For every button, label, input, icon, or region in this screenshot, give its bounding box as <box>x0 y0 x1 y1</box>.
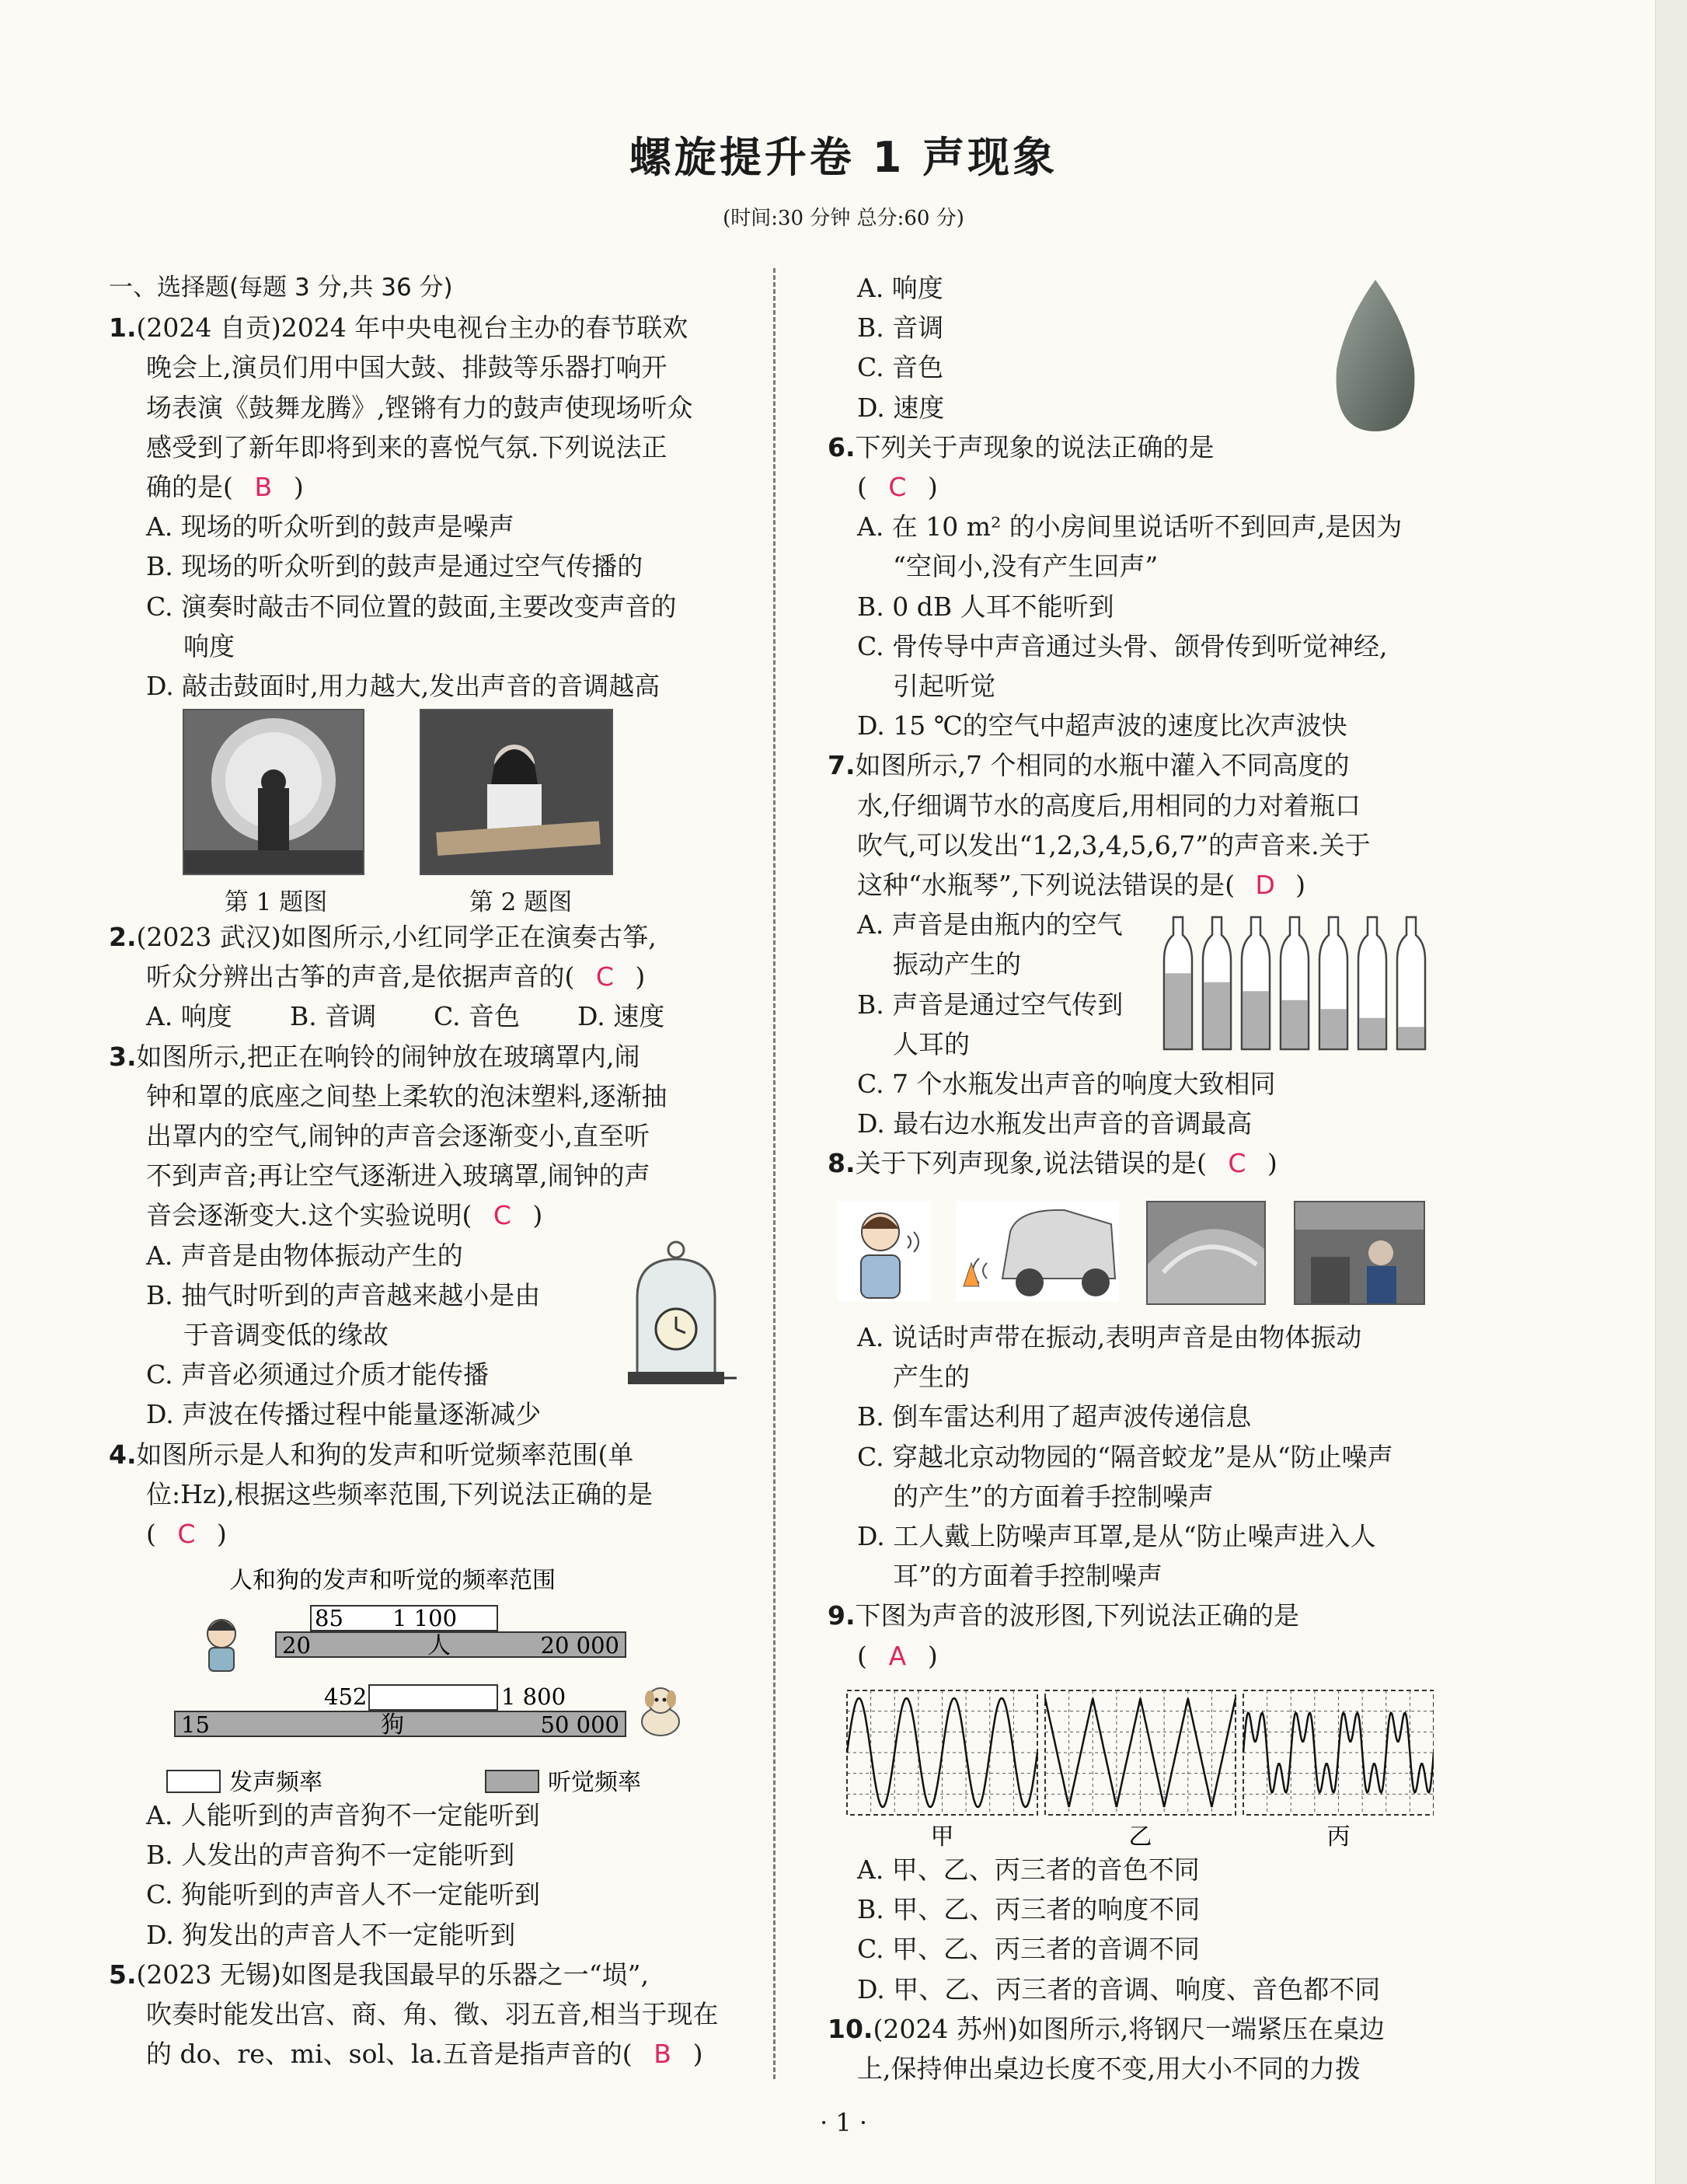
human-label: 人 <box>427 1632 451 1659</box>
water-level <box>1166 973 1191 1048</box>
human-speak-max: 1 100 <box>392 1605 458 1631</box>
option-a-cont: “空间小,没有产生回声” <box>893 551 1159 582</box>
answer-mark: C <box>177 1519 196 1550</box>
dog-speak-bar <box>369 1685 497 1710</box>
question-text: 确的是( <box>146 472 233 503</box>
question-6 <box>828 427 1434 746</box>
question-1 <box>109 308 750 706</box>
water-level <box>1399 1027 1424 1048</box>
noise-barrier-photo <box>1146 1201 1266 1305</box>
question-text: 钟和罩的底座之间垫上柔软的泡沫塑料,逐渐抽 <box>146 1080 667 1111</box>
answer-mark: D <box>1255 870 1275 901</box>
paren-close: ) <box>532 1200 543 1231</box>
paren-close: ) <box>216 1519 227 1550</box>
question-number: 8. <box>828 1148 856 1179</box>
answer-mark: C <box>493 1200 511 1231</box>
question-text: (2024 苏州)如图所示,将钢尺一端紧压在桌边 <box>873 2013 1386 2044</box>
question-number: 5. <box>109 1959 137 1990</box>
question-text: 下图为声音的波形图,下列说法正确的是 <box>855 1600 1299 1631</box>
question-text: 如图所示,7 个相同的水瓶中灌入不同高度的 <box>855 750 1350 781</box>
figure-caption-2: 第 2 题图 <box>469 888 573 916</box>
question-5 <box>109 1955 750 2074</box>
legend-speak-label: 发声频率 <box>229 1769 322 1796</box>
paren-close: ) <box>635 961 646 993</box>
question-text: 如图所示,把正在响铃的闹钟放在玻璃罩内,闹 <box>136 1041 640 1072</box>
question-text: (2023 无锡)如图是我国最早的乐器之一“埙”, <box>136 1959 649 1990</box>
legend-speak-swatch <box>167 1771 220 1792</box>
left-column-bottom <box>109 1795 750 2074</box>
option-d: D. 速度 <box>857 392 945 423</box>
option-a-cont: 振动产生的 <box>893 949 1021 980</box>
option-c: C. 声音必须通过介质才能传播 <box>146 1359 490 1390</box>
question-number: 4. <box>109 1439 137 1470</box>
legend-hear-label: 听觉频率 <box>548 1769 641 1796</box>
paren-close: ) <box>927 1640 938 1671</box>
option-c: C. 7 个水瓶发出声音的响度大致相同 <box>857 1069 1276 1100</box>
question-text: 的 do、re、mi、sol、la.五音是指声音的( <box>146 2039 633 2070</box>
option-c: C. 骨传导中声音通过头骨、颌骨传到听觉神经, <box>857 630 1388 661</box>
question-text: 吹气,可以发出“1,2,3,4,5,6,7”的声音来.关于 <box>857 829 1371 860</box>
question-text: 这种“水瓶琴”,下列说法错误的是( <box>857 870 1236 901</box>
human-hear-max: 20 000 <box>540 1632 619 1659</box>
option-d: D. 最右边水瓶发出声音的音调最高 <box>857 1108 1253 1139</box>
answer-mark: C <box>1228 1148 1246 1179</box>
question-number: 10. <box>828 2013 873 2044</box>
question-text: 上,保持伸出桌边长度不变,用大小不同的力拨 <box>857 2053 1361 2085</box>
drum-performance-photo <box>183 709 364 875</box>
question-text: 场表演《鼓舞龙腾》,铿锵有力的鼓声使现场听众 <box>146 392 693 423</box>
option-d-cont: 耳”的方面着手控制噪声 <box>893 1561 1162 1592</box>
dog-icon <box>629 1679 692 1741</box>
option-a: A. 声音是由物体振动产生的 <box>146 1240 463 1271</box>
option-d: D. 工人戴上防噪声耳罩,是从“防止噪声进入人 <box>857 1521 1376 1552</box>
option-d: D. 15 ℃的空气中超声波的速度比次声波快 <box>857 710 1347 741</box>
figure-caption-1: 第 1 题图 <box>224 888 328 916</box>
water-bottle <box>1358 917 1386 1049</box>
section-heading: 一、选择题(每题 3 分,共 36 分) <box>109 274 453 302</box>
waveform-panel <box>847 1690 1037 1850</box>
answer-mark: C <box>595 961 614 993</box>
question-text: (2023 武汉)如图所示,小红同学正在演奏古筝, <box>136 922 657 952</box>
waveform-panel <box>1243 1690 1434 1850</box>
option-b: B. 声音是通过空气传到 <box>857 989 1124 1020</box>
option-a: A. 声音是由瓶内的空气 <box>857 909 1123 940</box>
question-number: 3. <box>109 1041 137 1072</box>
water-bottle <box>1281 917 1309 1049</box>
question-text: 听众分辨出古筝的声音,是依据声音的( <box>146 961 575 993</box>
question-4 <box>109 1435 750 1554</box>
question-2 <box>109 917 750 1037</box>
water-level <box>1243 991 1269 1048</box>
paren-close: ) <box>1267 1148 1277 1179</box>
option-d: D. 速度 <box>577 1001 665 1032</box>
waveform-figure <box>835 1683 1434 1850</box>
dog-label: 狗 <box>381 1711 404 1739</box>
option-c-cont: 引起听觉 <box>893 671 995 702</box>
parking-radar-figure <box>956 1201 1119 1302</box>
dog-hear-max: 50 000 <box>540 1711 619 1738</box>
option-c: C. 演奏时敲击不同位置的鼓面,主要改变声音的 <box>146 591 677 622</box>
question-number: 6. <box>828 431 856 462</box>
question-10 <box>828 2009 1434 2088</box>
question-text: 如图所示是人和狗的发声和听觉频率范围(单 <box>136 1439 634 1470</box>
waveform-label: 乙 <box>1128 1823 1152 1850</box>
option-b: B. 甲、乙、丙三者的响度不同 <box>857 1894 1201 1925</box>
question-text: 感受到了新年即将到来的喜悦气氛.下列说法正 <box>146 431 667 462</box>
option-a-cont: 产生的 <box>893 1362 970 1393</box>
water-level <box>1360 1018 1386 1048</box>
question-9 <box>828 1596 1434 1675</box>
option-b: B. 倒车雷达利用了超声波传递信息 <box>857 1401 1252 1432</box>
question-number: 1. <box>109 312 137 344</box>
water-bottle <box>1203 917 1231 1049</box>
paren-open: ( <box>146 1519 156 1550</box>
water-bottle <box>1164 917 1192 1049</box>
option-d: D. 声波在传播过程中能量逐渐减少 <box>146 1399 542 1430</box>
paren-open: ( <box>857 472 867 503</box>
question-number: 2. <box>109 922 137 952</box>
right-column-bottom <box>828 1317 1434 1676</box>
option-a: A. 在 10 m² 的小房间里说话听不到回声,是因为 <box>857 511 1403 543</box>
option-a: A. 人能听到的声音狗不一定能听到 <box>146 1800 540 1830</box>
paren-close: ) <box>692 2039 703 2070</box>
legend-hear-swatch <box>486 1771 539 1792</box>
page-number: · 1 · <box>819 2108 868 2137</box>
question-number: 7. <box>828 750 856 781</box>
option-d: D. 敲击鼓面时,用力越大,发出声音的音调越高 <box>146 671 661 702</box>
bell-jar-figure <box>614 1236 738 1391</box>
option-d: D. 甲、乙、丙三者的音调、响度、音色都不同 <box>857 1973 1381 2004</box>
question-text: 位:Hz),根据这些频率范围,下列说法正确的是 <box>146 1478 654 1509</box>
option-b: B. 人发出的声音狗不一定能听到 <box>146 1840 515 1871</box>
option-d: D. 狗发出的声音人不一定能听到 <box>146 1919 516 1950</box>
exam-info: (时间:30 分钟 总分:60 分) <box>723 207 964 230</box>
speaking-boy-figure <box>838 1201 931 1302</box>
question-text: 不到声音;再让空气逐渐进入玻璃罩,闹钟的声 <box>146 1160 650 1191</box>
dog-speak-min: 452 <box>324 1683 368 1710</box>
option-a: A. 响度 <box>857 273 943 303</box>
question-8 <box>828 1143 1434 1183</box>
option-c-cont: 响度 <box>183 630 235 661</box>
answer-mark: C <box>888 472 907 503</box>
question-text: 出罩内的空气,闹钟的声音会逐渐变小,直至听 <box>146 1121 650 1152</box>
question-text: 音会逐渐变大.这个实验说明( <box>146 1200 472 1231</box>
question-text: 关于下列声现象,说法错误的是( <box>855 1148 1207 1179</box>
option-b-cont: 人耳的 <box>893 1028 970 1059</box>
option-b: B. 抽气时听到的声音越来越小是由 <box>146 1279 541 1310</box>
option-b: B. 音调 <box>290 1001 377 1032</box>
option-b: B. 音调 <box>857 312 944 344</box>
water-bottle <box>1242 917 1270 1049</box>
page-title: 螺旋提升卷 1 声现象 <box>629 133 1058 182</box>
question-text: 水,仔细调节水的高度后,用相同的力对着瓶口 <box>857 790 1361 821</box>
option-c: C. 音色 <box>434 1001 521 1032</box>
water-bottles-figure <box>1158 913 1430 1053</box>
left-column <box>109 268 750 706</box>
question-text: (2024 自贡)2024 年中央电视台主办的春节联欢 <box>136 312 688 344</box>
answer-mark: B <box>254 472 273 503</box>
waveform-label: 丙 <box>1326 1823 1351 1850</box>
option-a: A. 说话时声带在振动,表明声音是由物体振动 <box>857 1322 1362 1352</box>
page-edge <box>1655 0 1687 2184</box>
xun-instrument-figure <box>1329 276 1422 435</box>
option-a: A. 现场的听众听到的鼓声是噪声 <box>146 511 514 543</box>
option-b: B. 现场的听众听到的鼓声是通过空气传播的 <box>146 551 643 582</box>
option-a: A. 响度 <box>146 1001 232 1032</box>
option-c: C. 狗能听到的声音人不一定能听到 <box>146 1879 541 1910</box>
chart-title: 人和狗的发声和听觉的频率范围 <box>229 1567 556 1594</box>
option-c: C. 音色 <box>857 352 944 383</box>
water-bottle <box>1397 917 1425 1049</box>
answer-mark: B <box>654 2039 671 2070</box>
question-text: 下列关于声现象的说法正确的是 <box>855 431 1215 462</box>
water-level <box>1321 1009 1347 1048</box>
question-text: 晚会上,演员们用中国大鼓、排鼓等乐器打响开 <box>146 352 667 383</box>
question-text: 吹奏时能发出宫、商、角、徵、羽五音,相当于现在 <box>146 1999 719 2030</box>
option-b-cont: 于音调变低的缘故 <box>183 1320 389 1351</box>
waveform-label: 甲 <box>930 1823 954 1850</box>
option-c: C. 甲、乙、丙三者的音调不同 <box>857 1934 1201 1965</box>
option-b: B. 0 dB 人耳不能听到 <box>857 591 1114 622</box>
human-speak-min: 85 <box>315 1605 343 1631</box>
dog-hear-min: 15 <box>181 1711 210 1738</box>
option-a: A. 甲、乙、丙三者的音色不同 <box>857 1854 1200 1885</box>
water-bottle <box>1319 917 1347 1049</box>
worker-earmuff-photo <box>1294 1201 1425 1305</box>
person-icon <box>207 1620 235 1671</box>
waveform-panel <box>1045 1690 1236 1850</box>
option-c-cont: 的产生”的方面着手控制噪声 <box>893 1481 1214 1512</box>
paren-close: ) <box>1295 870 1305 901</box>
human-hear-min: 20 <box>282 1632 311 1659</box>
right-column-end <box>828 1850 1434 2088</box>
column-divider <box>773 268 776 2079</box>
water-level <box>1282 1000 1308 1048</box>
frequency-range-figure <box>159 1562 641 1823</box>
guzheng-photo <box>420 709 613 875</box>
paren-close: ) <box>927 472 938 503</box>
option-c: C. 穿越北京动物园的“隔音蛟龙”是从“防止噪声 <box>857 1441 1393 1472</box>
question-number: 9. <box>828 1600 856 1631</box>
answer-mark: A <box>888 1640 907 1671</box>
dog-speak-max: 1 800 <box>501 1683 566 1710</box>
water-level <box>1204 982 1230 1048</box>
paren-close: ) <box>293 472 304 503</box>
paren-open: ( <box>857 1640 867 1671</box>
